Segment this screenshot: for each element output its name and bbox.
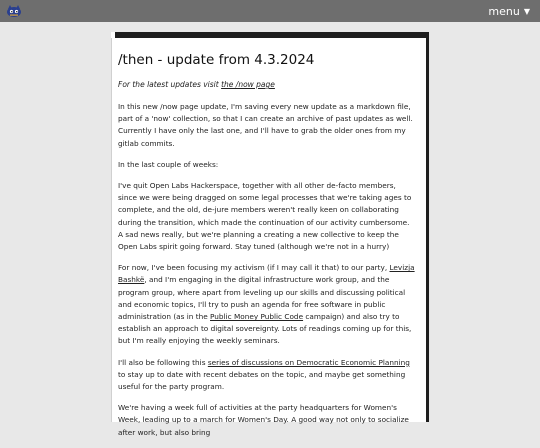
menu-label: menu xyxy=(488,4,520,18)
blue-creature-logo-icon[interactable] xyxy=(5,4,23,18)
democratic-economic-planning-link[interactable]: series of discussions on Democratic Economic Planning xyxy=(207,357,410,367)
levizja-bashke-link[interactable]: Levizja Bashkë xyxy=(118,263,415,285)
intro-text: For the latest updates visit xyxy=(118,80,222,89)
p4-text-b: , and I'm engaging in the digital infrastructure work group, and the program group, where apart from leveling up our skills and discussing political and economic topics, I'll try to push an agenda for free software in public administration (as in the xyxy=(118,275,406,322)
top-navigation-bar xyxy=(0,0,540,22)
p5-text-a: I'll also be following this xyxy=(118,357,208,367)
menu-button[interactable] xyxy=(488,5,530,18)
p4-text-a: For now, I've been focusing my activism (if I may call it that) to our party, xyxy=(118,263,390,273)
paragraph-1: In this new /now page update, I'm saving every new update as a markdown file, part of a 'now' collection, so that I can create an archive of past updates as well. Currently I have only the last one, and I'll have to grab the older ones from my gitlab commits. xyxy=(118,102,413,148)
article-card xyxy=(111,32,429,437)
page-title: /then - update from 4.3.2024 xyxy=(118,52,315,68)
paragraph-6: We're having a week full of activities at the party headquarters for Women's Week, leading up to a march for Women's Day. A good way not only to socialize after work, but also bring xyxy=(118,403,409,437)
p5-text-b: to stay up to date with recent debates on the topic, and maybe get something useful for the party program. xyxy=(118,369,406,392)
article-content xyxy=(118,52,416,448)
paragraph-4 xyxy=(118,262,416,347)
paragraph-2: In the last couple of weeks: xyxy=(118,159,219,169)
public-money-public-code-link[interactable]: Public Money Public Code xyxy=(210,312,304,322)
paragraph-3: I've quit Open Labs Hackerspace, together with all other de-facto members, since we were being dragged on some legal processes that we're taking ages to complete, and the old, de-jure members weren't really keen on collaborating during the transition, which made the continuation of our activity cumbersome. A sad news really, but we're planning a creating a new collective to keep the Open Labs spirit going forward. Stay tuned (although we're not in a hurry) xyxy=(118,181,412,252)
chevron-down-icon: ▼ xyxy=(523,6,530,16)
p4-text-c: campaign) and also try to establish an approach to digital sovereignty. Lots of readings coming up for this, but I'm really enjoying the weekly seminars. xyxy=(118,312,412,346)
intro-note xyxy=(118,80,416,89)
now-page-link[interactable]: the /now page xyxy=(221,80,275,89)
paragraph-5 xyxy=(118,357,416,394)
